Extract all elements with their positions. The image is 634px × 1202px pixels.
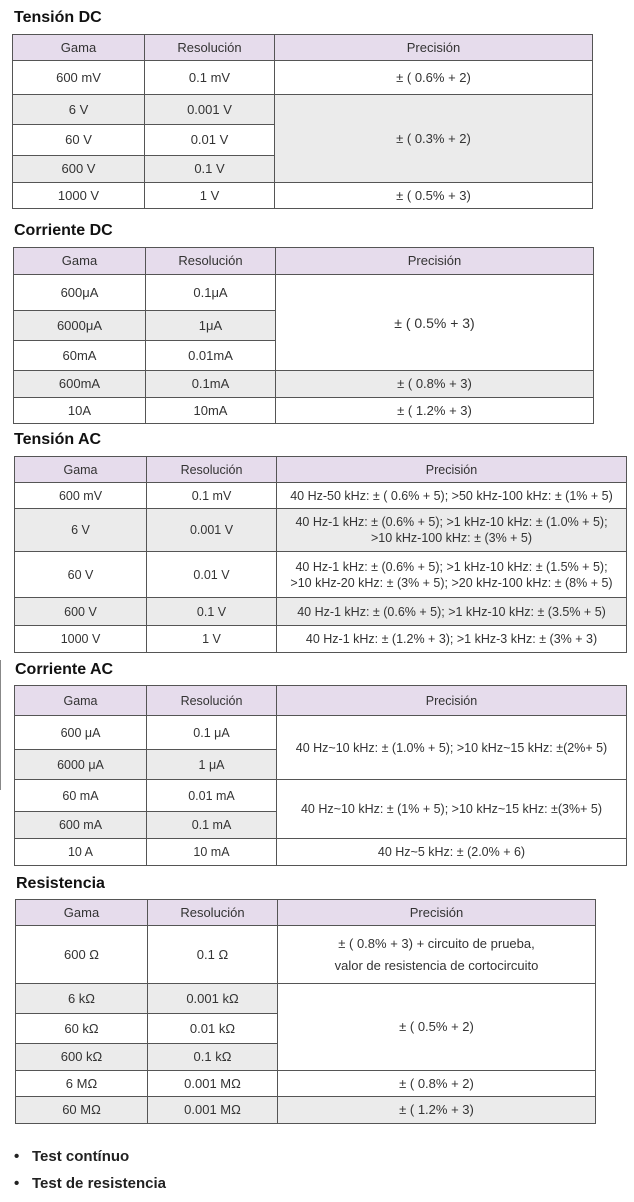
cell-gama: 6 V (13, 95, 145, 125)
cell-resolucion: 0.1 mV (145, 61, 275, 95)
precision-line-2: valor de resistencia de cortocircuito (334, 957, 539, 973)
cell-precision: 40 Hz-1 kHz: ± (1.2% + 3); >1 kHz-3 kHz: ± (3% + 3) (277, 626, 627, 653)
header-resolucion: Resolución (147, 686, 277, 716)
cell-precision: ± ( 1.2% + 3) (278, 1097, 596, 1124)
cell-precision: 40 Hz~10 kHz: ± (1% + 5); >10 kHz~15 kHz: ±(3%+ 5) (277, 780, 627, 839)
cell-gama: 6 kΩ (16, 984, 148, 1014)
cell-resolucion: 0.01mA (146, 341, 276, 371)
cell-gama: 6000 μA (15, 750, 147, 780)
header-gama: Gama (15, 686, 147, 716)
cell-resolucion: 0.1 mV (147, 483, 277, 509)
cell-resolucion: 0.01 kΩ (148, 1014, 278, 1044)
cell-precision: ± ( 1.2% + 3) (276, 398, 594, 424)
cell-precision: ± ( 0.5% + 3) (275, 183, 593, 209)
header-resolucion: Resolución (147, 457, 277, 483)
cell-resolucion: 1 V (147, 626, 277, 653)
cell-resolucion: 0.001 MΩ (148, 1071, 278, 1097)
cell-precision: ± ( 0.5% + 2) (278, 984, 596, 1071)
table-row (15, 716, 627, 750)
cell-resolucion: 0.1mA (146, 371, 276, 398)
cell-gama: 60 mA (15, 780, 147, 812)
table-row (15, 598, 627, 626)
cell-resolucion: 1 V (145, 183, 275, 209)
header-precision: Precisión (278, 900, 596, 926)
left-edge-line (0, 660, 1, 790)
list-item-label: Test de resistencia (32, 1175, 166, 1192)
cell-gama: 600 Ω (16, 926, 148, 984)
cell-resolucion: 10mA (146, 398, 276, 424)
cell-gama: 6 V (15, 509, 147, 552)
table-row (14, 398, 594, 424)
cell-resolucion: 0.1 Ω (148, 926, 278, 984)
table-tension-dc (12, 34, 593, 209)
cell-gama: 600 mA (15, 812, 147, 839)
header-gama: Gama (15, 457, 147, 483)
cell-resolucion: 0.01 V (147, 552, 277, 598)
table-row (15, 780, 627, 812)
cell-gama: 6000μA (14, 311, 146, 341)
cell-precision: ± ( 0.6% + 2) (275, 61, 593, 95)
precision-line-1: 40 Hz-1 kHz: ± (0.6% + 5); >1 kHz-10 kHz: ± (1.5% + 5); (295, 559, 608, 574)
table-row (14, 275, 594, 311)
table-row (15, 626, 627, 653)
table-row (16, 984, 596, 1014)
cell-precision (277, 509, 627, 552)
header-precision: Precisión (275, 35, 593, 61)
header-precision: Precisión (276, 248, 594, 275)
precision-line-2: >10 kHz-100 kHz: ± (3% + 5) (370, 531, 533, 545)
cell-gama: 600 kΩ (16, 1044, 148, 1071)
cell-precision (278, 926, 596, 984)
header-precision: Precisión (277, 686, 627, 716)
section-title-corriente-dc: Corriente DC (14, 222, 113, 239)
cell-gama: 60 V (13, 125, 145, 156)
cell-resolucion: 1 μA (147, 750, 277, 780)
table-row (13, 183, 593, 209)
cell-gama: 60 MΩ (16, 1097, 148, 1124)
cell-gama: 1000 V (15, 626, 147, 653)
section-title-tension-dc: Tensión DC (14, 9, 102, 26)
section-title-tension-ac: Tensión AC (14, 431, 102, 448)
cell-resolucion: 0.1μA (146, 275, 276, 311)
list-item (14, 1146, 166, 1173)
cell-gama: 60 V (15, 552, 147, 598)
table-row (13, 95, 593, 125)
cell-resolucion: 0.001 V (147, 509, 277, 552)
header-resolucion: Resolución (146, 248, 276, 275)
table-row (16, 1071, 596, 1097)
cell-precision: ± ( 0.8% + 3) (276, 371, 594, 398)
cell-gama: 10A (14, 398, 146, 424)
table-row (15, 839, 627, 866)
cell-precision: 40 Hz~5 kHz: ± (2.0% + 6) (277, 839, 627, 866)
list-item-label: Test contínuo (32, 1148, 130, 1165)
cell-resolucion: 0.001 V (145, 95, 275, 125)
table-row (16, 1097, 596, 1124)
cell-resolucion: 1μA (146, 311, 276, 341)
cell-gama: 600mA (14, 371, 146, 398)
cell-resolucion: 0.1 mA (147, 812, 277, 839)
table-row (13, 61, 593, 95)
cell-resolucion: 10 mA (147, 839, 277, 866)
cell-precision: ± ( 0.5% + 3) (276, 275, 594, 371)
cell-gama: 600μA (14, 275, 146, 311)
table-row (15, 509, 627, 552)
header-precision: Precisión (277, 457, 627, 483)
cell-gama: 600 V (15, 598, 147, 626)
header-gama: Gama (14, 248, 146, 275)
cell-resolucion: 0.1 V (147, 598, 277, 626)
feature-list (14, 1146, 166, 1200)
cell-gama: 10 A (15, 839, 147, 866)
list-item (14, 1173, 166, 1200)
cell-resolucion: 0.001 kΩ (148, 984, 278, 1014)
cell-resolucion: 0.01 mA (147, 780, 277, 812)
cell-resolucion: 0.1 V (145, 156, 275, 183)
cell-precision: ± ( 0.8% + 2) (278, 1071, 596, 1097)
precision-line-1: 40 Hz-1 kHz: ± (0.6% + 5); >1 kHz-10 kHz: ± (1.0% + 5); (295, 515, 608, 529)
table-corriente-ac (14, 685, 627, 866)
cell-gama: 1000 V (13, 183, 145, 209)
table-row (15, 552, 627, 598)
bullet-icon: • (14, 1148, 20, 1165)
cell-gama: 60mA (14, 341, 146, 371)
header-resolucion: Resolución (148, 900, 278, 926)
cell-gama: 600 mV (15, 483, 147, 509)
cell-gama: 600 μA (15, 716, 147, 750)
table-resistencia (15, 899, 596, 1124)
header-resolucion: Resolución (145, 35, 275, 61)
cell-precision: ± ( 0.3% + 2) (275, 95, 593, 183)
cell-gama: 600 V (13, 156, 145, 183)
cell-precision: 40 Hz-1 kHz: ± (0.6% + 5); >1 kHz-10 kHz: ± (3.5% + 5) (277, 598, 627, 626)
cell-precision: 40 Hz~10 kHz: ± (1.0% + 5); >10 kHz~15 kHz: ±(2%+ 5) (277, 716, 627, 780)
precision-line-2: >10 kHz-20 kHz: ± (3% + 5); >20 kHz-100 kHz: ± (8% + 5) (290, 575, 613, 590)
cell-resolucion: 0.001 MΩ (148, 1097, 278, 1124)
table-row (15, 483, 627, 509)
cell-resolucion: 0.01 V (145, 125, 275, 156)
table-corriente-dc (13, 247, 594, 424)
cell-resolucion: 0.1 μA (147, 716, 277, 750)
header-gama: Gama (13, 35, 145, 61)
table-row (16, 926, 596, 984)
section-title-resistencia: Resistencia (16, 875, 105, 892)
cell-gama: 60 kΩ (16, 1014, 148, 1044)
bullet-icon: • (14, 1175, 20, 1192)
precision-line-1: ± ( 0.8% + 3) + circuito de prueba, (338, 935, 535, 951)
section-title-corriente-ac: Corriente AC (15, 661, 114, 678)
table-row (14, 371, 594, 398)
cell-gama: 600 mV (13, 61, 145, 95)
cell-precision: 40 Hz-50 kHz: ± ( 0.6% + 5); >50 kHz-100 kHz: ± (1% + 5) (277, 483, 627, 509)
table-tension-ac (14, 456, 627, 653)
header-gama: Gama (16, 900, 148, 926)
cell-precision (277, 552, 627, 598)
cell-resolucion: 0.1 kΩ (148, 1044, 278, 1071)
cell-gama: 6 MΩ (16, 1071, 148, 1097)
